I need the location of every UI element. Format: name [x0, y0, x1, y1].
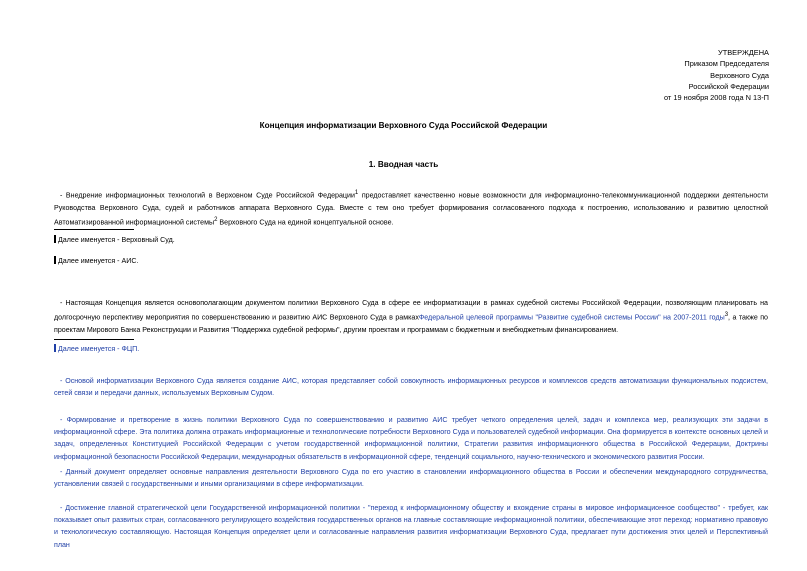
- paragraph-concept-text-a: - Настоящая Концепция является основополагающим документом политики Верховного Суда в сфере ее информатизации в рамках судебной системы Российской Федерации, позволяющим планировать на долгосрочную перспективу мероприятия по совершенствованию и развитию АИС Верховного Суда в рамках: [54, 299, 768, 322]
- footnote-3-text[interactable]: Далее именуется - ФЦП.: [58, 345, 140, 353]
- paragraph-concept-text-b: , а также по проектам Мирового Банка Реконструкции и Развития "Поддержка судебной реформы", другим проектам и программам с бюджетным и внебюджетным финансированием.: [54, 313, 768, 334]
- footnote-ref-1[interactable]: 1: [354, 190, 359, 196]
- footnote-ref-3[interactable]: 3: [724, 312, 729, 319]
- footnote-divider-2: [54, 339, 134, 340]
- footnote-1-text: Далее именуется - Верховный Суд.: [58, 236, 175, 244]
- approval-stamp: [664, 47, 769, 103]
- footnote-marker-1: [54, 235, 56, 243]
- footnote-3: [54, 344, 139, 354]
- paragraph-intro: [54, 187, 768, 228]
- paragraph-policy: - Формирование и претворение в жизнь политики Верховного Суда по совершенствованию и развитию АИС требует четкого определения целей, задач и комплекса мер, реализующих эти задачи в информационной сфере. Эта политика должна отражать информационные и технологические потребности Верховного Суда и пользователей судебной информации. Она формируется в контексте основных целей и задач, определенных Конституцией Российской Федерации с учетом государственной информационной политики, Стратегии развития информационного общества в Российской Федерации, Доктрины информационной безопасности Российской Федерации, международных обязательств в информационной сфере, тенденций социального, научно-технического и экономического развития России.: [54, 416, 768, 461]
- approval-line-4: Российской Федерации: [688, 81, 769, 91]
- footnote-2-text: Далее именуется - АИС.: [58, 257, 139, 265]
- footnote-marker-3: [54, 344, 56, 352]
- approval-line-2: Приказом Председателя: [684, 59, 769, 69]
- approval-line-1: УТВЕРЖДЕНА: [718, 48, 769, 57]
- section-title: 1. Вводная часть: [368, 160, 439, 169]
- document-title: Концепция информатизации Верховного Суда Российской Федерации: [259, 121, 548, 130]
- paragraph-concept: [54, 297, 768, 336]
- footnote-1: [54, 235, 175, 245]
- paragraph-intro-text-b: предоставляет качественно новые возможности для информационно-телекоммуникационной поддержки деятельности Руководства Верховного Суда, судей и работников аппарата Верховного Суда. Вместе с тем оно требует формирования согласованного подхода к построению, использованию и развитию целостной Автоматизированной информационной системы: [54, 191, 768, 227]
- paragraph-intro-text-c: Верховного Суда на единой концептуальной основе.: [219, 218, 394, 227]
- paragraph-intro-text-a: - Внедрение информационных технологий в Верховном Суде Российской Федерации: [60, 191, 355, 200]
- approval-line-3: Верховного Суда: [710, 70, 769, 80]
- fcp-program-link[interactable]: Федеральной целевой программы "Развитие судебной системы России" на 2007-2011 годы: [418, 313, 725, 322]
- approval-line-5: от 19 ноября 2008 года N 13-П: [663, 93, 769, 103]
- paragraph-directions: - Данный документ определяет основные направления деятельности Верховного Суда по его участию в становлении информационного общества в России и обеспечении международного сотрудничества, установлении связей с государственными и иными организациями в сфере информатизации.: [54, 468, 768, 489]
- paragraph-strategic-goal: - Достижение главной стратегической цели Государственной информационной политики - "переход к информационному обществу и вхождение страны в мировое информационное сообщество" - требует, как показывает опыт развитых стран, согласованного регулирующего воздействия государственных органов на главные составляющие информационной политики, обеспечивающие этот переход: нормативно правовую и технологическую составляющую. Настоящая Концепция определяет цели и согласованные направления развития информатизации Верховного Суда, предлагает пути достижения этих целей и Перспективный план: [54, 504, 768, 549]
- footnote-marker-2: [54, 256, 56, 264]
- paragraph-ais-basis: - Основой информатизации Верховного Суда является создание АИС, которая представляет собой совокупность информационных ресурсов и комплексов средств автоматизации функциональных подсистем, сетей связи и передачи данных, используемых Верховным Судом.: [54, 377, 768, 398]
- footnote-2: [54, 256, 138, 266]
- footnote-divider-1: [54, 229, 134, 230]
- footnote-ref-2[interactable]: 2: [214, 216, 218, 223]
